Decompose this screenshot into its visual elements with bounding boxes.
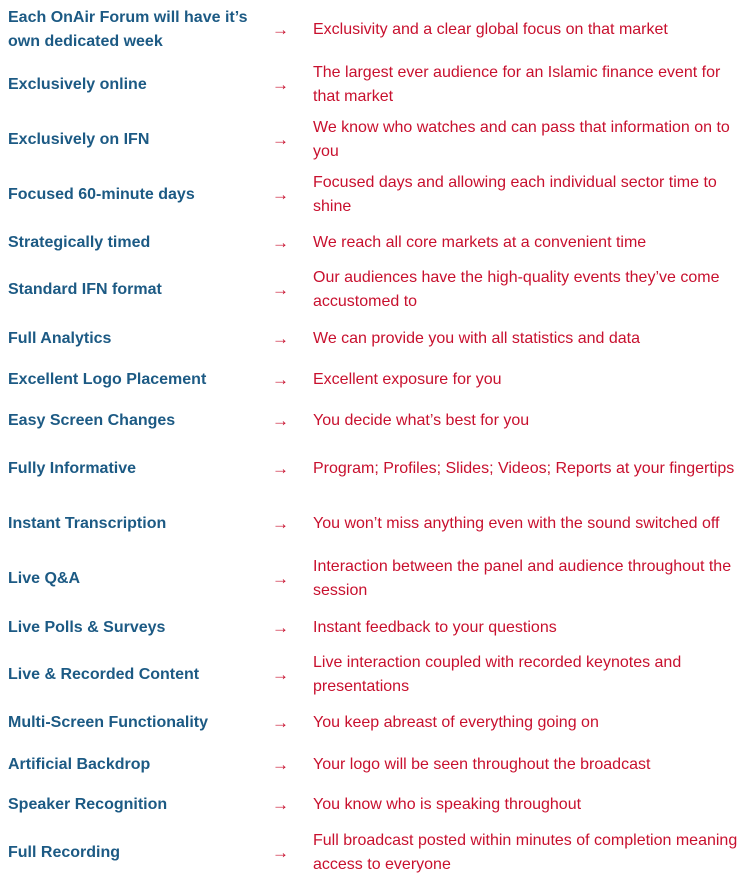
feature-row <box>0 225 756 261</box>
feature-label: Full Recording <box>8 844 120 861</box>
feature-row <box>0 786 756 824</box>
arrow-right-icon: → <box>272 75 289 94</box>
benefit-text: The largest ever audience for an Islamic finance event for that market <box>313 64 721 105</box>
benefit-text: You know who is speaking throughout <box>313 796 582 813</box>
arrow-right-icon: → <box>272 569 289 588</box>
feature-label: Each OnAir Forum will have it’s own dedicated week <box>8 9 248 50</box>
benefit-text: You keep abreast of everything going on <box>313 714 599 731</box>
feature-label: Exclusively on IFN <box>8 131 150 148</box>
benefit-text: Instant feedback to your questions <box>313 619 557 636</box>
feature-row <box>0 444 756 494</box>
benefit-text: Focused days and allowing each individual sector time to shine <box>313 174 717 215</box>
feature-label: Fully Informative <box>8 460 137 477</box>
arrow-right-icon: → <box>272 411 289 430</box>
arrow-right-icon: → <box>272 713 289 732</box>
arrow-right-icon: → <box>272 20 289 39</box>
arrow-right-icon: → <box>272 514 289 533</box>
arrow-right-icon: → <box>272 185 289 204</box>
feature-label: Instant Transcription <box>8 515 167 532</box>
feature-label: Live Q&A <box>8 570 81 587</box>
feature-row <box>0 60 756 110</box>
arrow-right-icon: → <box>272 280 289 299</box>
feature-row <box>0 650 756 700</box>
feature-row <box>0 4 756 56</box>
arrow-right-icon: → <box>272 665 289 684</box>
feature-label: Standard IFN format <box>8 281 162 298</box>
feature-row <box>0 170 756 220</box>
benefit-text: Our audiences have the high-quality events they’ve come accustomed to <box>313 269 720 310</box>
arrow-right-icon: → <box>272 370 289 389</box>
feature-row <box>0 499 756 549</box>
benefit-text: Full broadcast posted within minutes of completion meaning access to everyone <box>313 832 738 873</box>
feature-row <box>0 115 756 165</box>
benefit-text: Exclusivity and a clear global focus on that market <box>313 21 668 38</box>
arrow-right-icon: → <box>272 755 289 774</box>
feature-label: Exclusively online <box>8 76 147 93</box>
feature-row <box>0 704 756 742</box>
feature-label: Strategically timed <box>8 234 151 251</box>
feature-row <box>0 827 756 879</box>
feature-label: Live & Recorded Content <box>8 666 200 683</box>
benefit-text: We know who watches and can pass that information on to you <box>313 119 730 160</box>
feature-row <box>0 554 756 604</box>
benefit-text: We reach all core markets at a convenient time <box>313 234 647 251</box>
feature-row <box>0 400 756 442</box>
feature-label: Easy Screen Changes <box>8 412 176 429</box>
feature-label: Multi-Screen Functionality <box>8 714 209 731</box>
arrow-right-icon: → <box>272 843 289 862</box>
benefit-text: You decide what’s best for you <box>313 412 530 429</box>
feature-row <box>0 265 756 315</box>
benefit-text: Your logo will be seen throughout the broadcast <box>313 756 651 773</box>
feature-label: Full Analytics <box>8 330 112 347</box>
benefit-text: Program; Profiles; Slides; Videos; Reports at your fingertips <box>313 460 735 477</box>
feature-row <box>0 609 756 647</box>
benefit-text: Interaction between the panel and audience throughout the session <box>313 558 732 599</box>
feature-label: Artificial Backdrop <box>8 756 151 773</box>
feature-row <box>0 320 756 358</box>
feature-label: Excellent Logo Placement <box>8 371 207 388</box>
benefit-text: Live interaction coupled with recorded keynotes and presentations <box>313 654 682 695</box>
feature-row <box>0 745 756 785</box>
benefit-text: Excellent exposure for you <box>313 371 502 388</box>
arrow-right-icon: → <box>272 459 289 478</box>
arrow-right-icon: → <box>272 233 289 252</box>
arrow-right-icon: → <box>272 795 289 814</box>
feature-label: Speaker Recognition <box>8 796 168 813</box>
benefit-text: We can provide you with all statistics and data <box>313 330 640 347</box>
benefit-text: You won’t miss anything even with the sound switched off <box>313 515 720 532</box>
feature-row <box>0 360 756 400</box>
feature-label: Focused 60-minute days <box>8 186 195 203</box>
arrow-right-icon: → <box>272 618 289 637</box>
arrow-right-icon: → <box>272 130 289 149</box>
arrow-right-icon: → <box>272 329 289 348</box>
feature-label: Live Polls & Surveys <box>8 619 166 636</box>
